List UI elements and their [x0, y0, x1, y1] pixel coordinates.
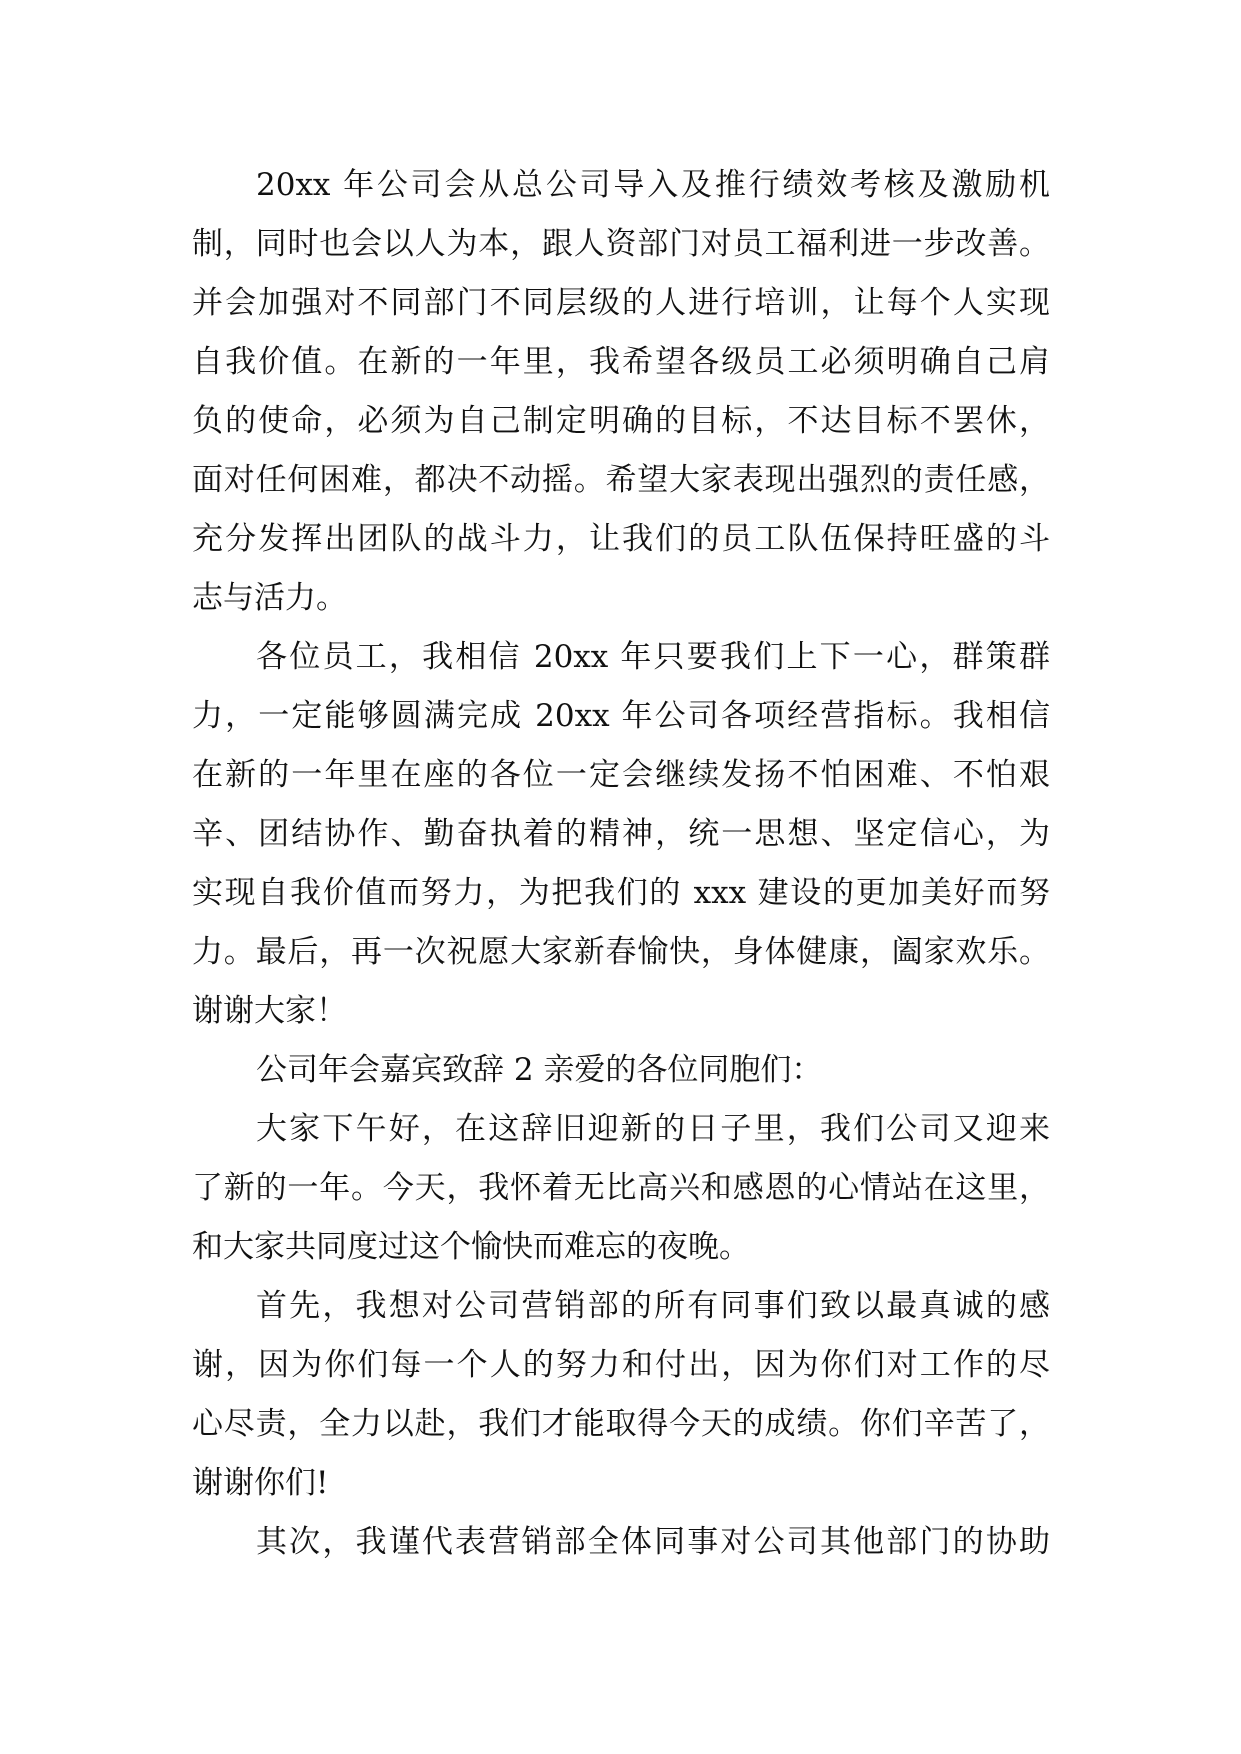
paragraph-line: 首先，我想对公司营销部的所有同事们致以最真诚的感: [256, 1288, 1050, 1324]
paragraph-line: 充分发挥出团队的战斗力，让我们的员工队伍保持旺盛的斗: [192, 521, 1050, 557]
paragraph-line: 力。最后，再一次祝愿大家新春愉快，身体健康，阖家欢乐。: [192, 934, 1050, 970]
paragraph-line: 自我价值。在新的一年里，我希望各级员工必须明确自己肩: [192, 344, 1050, 380]
paragraph-line: 和大家共同度过这个愉快而难忘的夜晚。: [192, 1229, 750, 1265]
paragraph-line: 谢谢大家！: [192, 993, 347, 1029]
paragraph-line: 大家下午好，在这辞旧迎新的日子里，我们公司又迎来: [256, 1111, 1050, 1147]
paragraph-line: 心尽责，全力以赴，我们才能取得今天的成绩。你们辛苦了，: [192, 1406, 1050, 1442]
paragraph-line: 辛、团结协作、勤奋执着的精神，统一思想、坚定信心，为: [192, 816, 1050, 852]
paragraph-line: 谢，因为你们每一个人的努力和付出，因为你们对工作的尽: [192, 1347, 1050, 1383]
paragraph-line: 在新的一年里在座的各位一定会继续发扬不怕困难、不怕艰: [192, 757, 1050, 793]
paragraph-line: 其次，我谨代表营销部全体同事对公司其他部门的协助: [256, 1524, 1050, 1560]
paragraph-line: 并会加强对不同部门不同层级的人进行培训，让每个人实现: [192, 285, 1050, 321]
paragraph-line: 制，同时也会以人为本，跟人资部门对员工福利进一步改善。: [192, 226, 1050, 262]
paragraph-line: 20xx 年公司会从总公司导入及推行绩效考核及激励机: [256, 167, 1050, 203]
paragraph-line: 力，一定能够圆满完成 20xx 年公司各项经营指标。我相信: [192, 698, 1050, 734]
paragraph-line: 了新的一年。今天，我怀着无比高兴和感恩的心情站在这里，: [192, 1170, 1050, 1206]
paragraph-line: 负的使命，必须为自己制定明确的目标，不达目标不罢休，: [192, 403, 1050, 439]
section-heading-line: 公司年会嘉宾致辞 2 亲爱的各位同胞们：: [256, 1052, 823, 1088]
paragraph-line: 实现自我价值而努力，为把我们的 xxx 建设的更加美好而努: [192, 875, 1050, 911]
paragraph-line: 面对任何困难，都决不动摇。希望大家表现出强烈的责任感，: [192, 462, 1050, 498]
paragraph-line: 志与活力。: [192, 580, 347, 616]
paragraph-line: 谢谢你们!: [192, 1465, 329, 1501]
paragraph-line: 各位员工，我相信 20xx 年只要我们上下一心，群策群: [256, 639, 1050, 675]
